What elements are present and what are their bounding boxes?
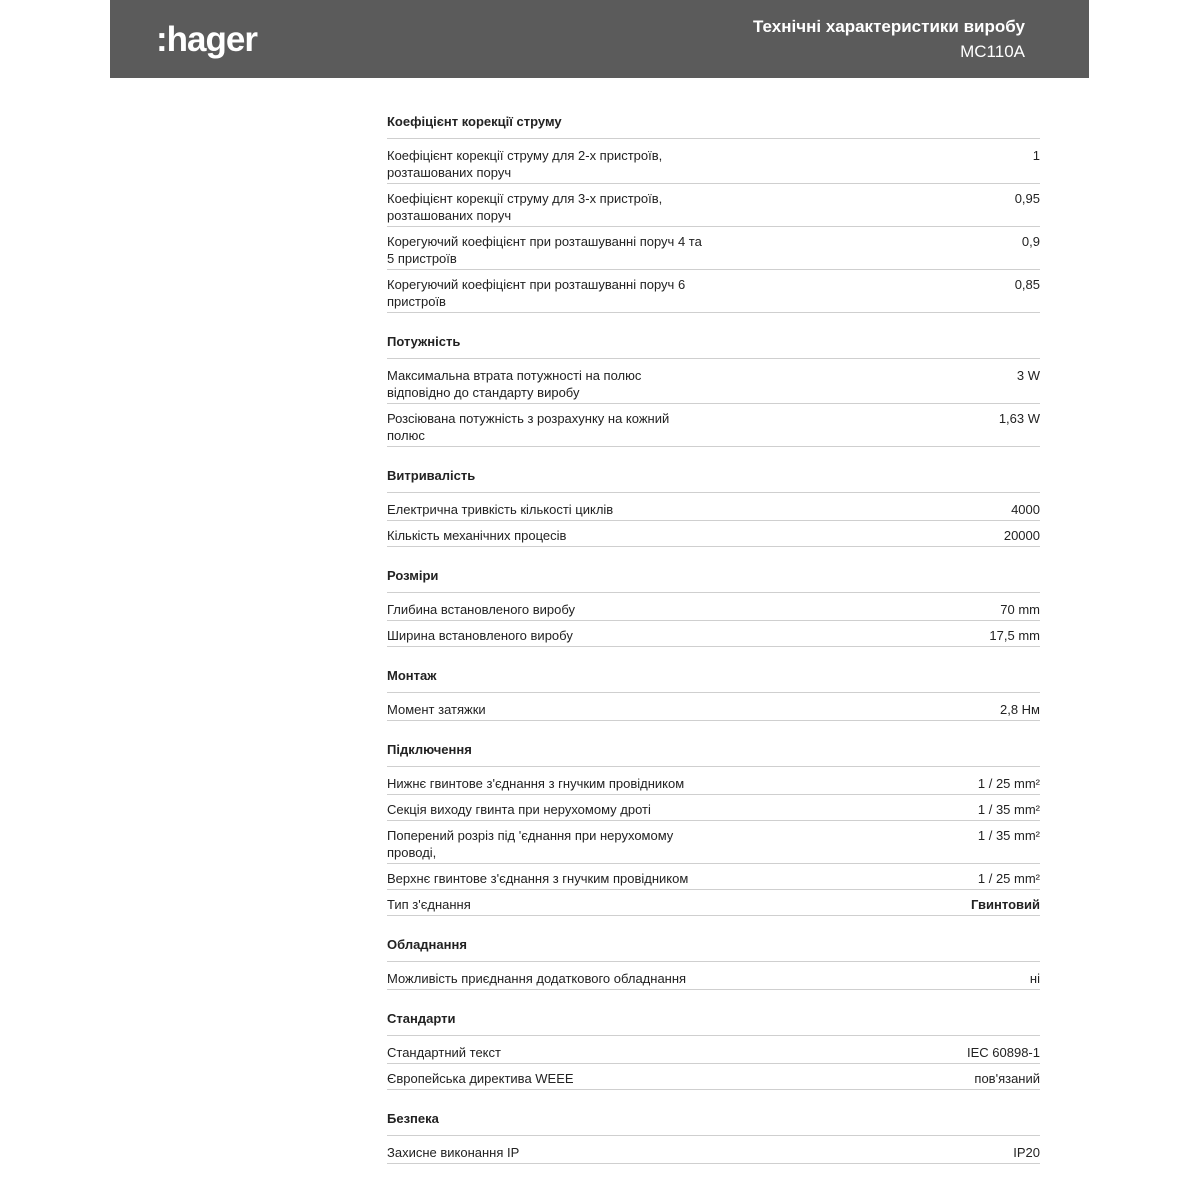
spec-value: 1 / 25 mm² xyxy=(977,871,1040,886)
spec-label: Поперений розріз під 'єднання при нерухомому проводі, xyxy=(387,828,674,860)
spec-label: Коефіцієнт корекції струму для 3-х пристроїв, розташованих поруч xyxy=(387,191,663,223)
spec-row xyxy=(387,964,1040,990)
spec-value: 1 / 35 mm² xyxy=(977,802,1040,817)
spec-value: IEC 60898-1 xyxy=(967,1045,1040,1060)
spec-section xyxy=(387,1003,1040,1090)
spec-row xyxy=(387,521,1040,547)
spec-section xyxy=(387,560,1040,647)
spec-label: Розсіювана потужність з розрахунку на кожний полюс xyxy=(387,411,670,443)
spec-label: Електрична тривкість кількості циклів xyxy=(387,502,614,517)
section-title: Безпека xyxy=(387,1103,1040,1136)
spec-section xyxy=(387,326,1040,447)
spec-row xyxy=(387,1038,1040,1064)
section-title: Розміри xyxy=(387,560,1040,593)
spec-label: Глибина встановленого виробу xyxy=(387,602,576,617)
page-header xyxy=(110,0,1089,78)
spec-value: 1 xyxy=(1032,148,1040,163)
spec-sheet xyxy=(387,106,1040,1164)
spec-section xyxy=(387,106,1040,313)
spec-row xyxy=(387,270,1040,313)
spec-row xyxy=(387,495,1040,521)
spec-label: Ширина встановленого виробу xyxy=(387,628,573,643)
spec-value: пов'язаний xyxy=(974,1071,1040,1086)
spec-row xyxy=(387,695,1040,721)
spec-section xyxy=(387,660,1040,721)
spec-value: 70 mm xyxy=(1000,602,1040,617)
spec-row xyxy=(387,141,1040,184)
section-title: Потужність xyxy=(387,326,1040,359)
spec-value: IP20 xyxy=(1013,1145,1040,1160)
spec-value: Гвинтовий xyxy=(971,897,1040,912)
spec-row xyxy=(387,621,1040,647)
spec-label: Корегуючий коефіцієнт при розташуванні поруч 4 та 5 пристроїв xyxy=(387,234,702,266)
section-title: Монтаж xyxy=(387,660,1040,693)
product-code: MC110A xyxy=(960,42,1025,61)
spec-label: Європейська директива WEEE xyxy=(387,1071,574,1086)
spec-value: 20000 xyxy=(1003,528,1040,543)
document-title: Технічні характеристики виробу xyxy=(753,17,1025,36)
spec-section xyxy=(387,1103,1040,1164)
spec-section xyxy=(387,929,1040,990)
spec-row xyxy=(387,890,1040,916)
spec-value: 2,8 Нм xyxy=(999,702,1040,717)
spec-section xyxy=(387,460,1040,547)
spec-label: Верхнє гвинтове з'єднання з гнучким провідником xyxy=(387,871,689,886)
spec-label: Коефіцієнт корекції струму для 2-х пристроїв, розташованих поруч xyxy=(387,148,663,180)
spec-value: 0,85 xyxy=(1014,277,1040,292)
spec-row xyxy=(387,404,1040,447)
section-title: Витривалість xyxy=(387,460,1040,493)
spec-value: 4000 xyxy=(1011,502,1040,517)
section-title: Обладнання xyxy=(387,929,1040,962)
spec-row xyxy=(387,595,1040,621)
spec-value: ні xyxy=(1029,971,1040,986)
section-title: Коефіцієнт корекції струму xyxy=(387,106,1040,139)
spec-section xyxy=(387,734,1040,916)
spec-label: Захисне виконання IP xyxy=(387,1145,520,1160)
spec-label: Тип з'єднання xyxy=(387,897,471,912)
spec-row xyxy=(387,821,1040,864)
spec-value: 17,5 mm xyxy=(989,628,1040,643)
spec-row xyxy=(387,227,1040,270)
spec-value: 0,95 xyxy=(1014,191,1040,206)
spec-row xyxy=(387,361,1040,404)
spec-row xyxy=(387,1138,1040,1164)
spec-label: Момент затяжки xyxy=(387,702,486,717)
spec-value: 1 / 35 mm² xyxy=(977,828,1040,843)
section-title: Стандарти xyxy=(387,1003,1040,1036)
spec-label: Кількість механічних процесів xyxy=(387,528,567,543)
spec-value: 1 / 25 mm² xyxy=(977,776,1040,791)
spec-row xyxy=(387,1064,1040,1090)
spec-label: Нижнє гвинтове з'єднання з гнучким провідником xyxy=(387,776,685,791)
spec-row xyxy=(387,769,1040,795)
spec-label: Секція виходу гвинта при нерухомому дроті xyxy=(387,802,651,817)
spec-value: 1,63 W xyxy=(998,411,1040,426)
spec-label: Можливість приєднання додаткового обладнання xyxy=(387,971,687,986)
spec-label: Корегуючий коефіцієнт при розташуванні поруч 6 пристроїв xyxy=(387,277,686,309)
spec-label: Максимальна втрата потужності на полюс відповідно до стандарту виробу xyxy=(387,368,642,400)
spec-value: 0,9 xyxy=(1021,234,1040,249)
spec-label: Стандартний текст xyxy=(387,1045,501,1060)
spec-row xyxy=(387,184,1040,227)
section-title: Підключення xyxy=(387,734,1040,767)
spec-value: 3 W xyxy=(1016,368,1040,383)
hager-logo: :hager xyxy=(156,20,257,59)
spec-row xyxy=(387,864,1040,890)
spec-row xyxy=(387,795,1040,821)
